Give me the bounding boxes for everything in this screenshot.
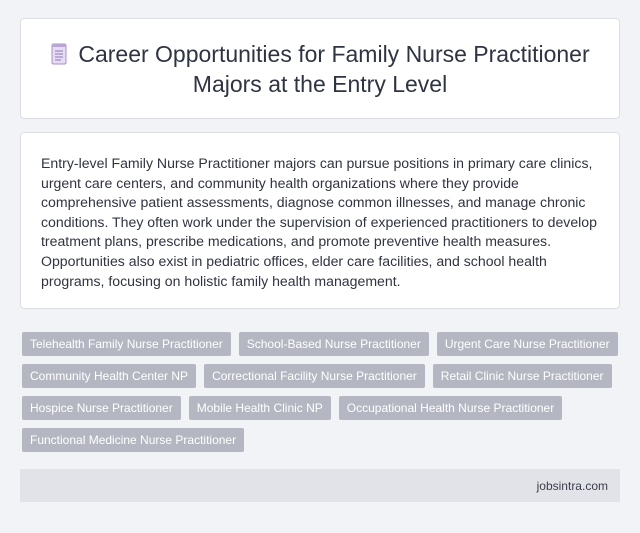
- tag[interactable]: Mobile Health Clinic NP: [189, 396, 331, 420]
- tag[interactable]: Retail Clinic Nurse Practitioner: [433, 364, 612, 388]
- page-title: [45, 39, 595, 99]
- source-label: jobsintra.com: [536, 478, 608, 493]
- tag[interactable]: Telehealth Family Nurse Practitioner: [22, 332, 231, 356]
- document-icon: [50, 43, 68, 65]
- page-title-text: Career Opportunities for Family Nurse Practitioner Majors at the Entry Level: [78, 40, 590, 97]
- tag[interactable]: School-Based Nurse Practitioner: [239, 332, 429, 356]
- description-text: Entry-level Family Nurse Practitioner majors can pursue positions in primary care clinics, urgent care centers, and community health organizations where they provide comprehensive patient assessments, diagnose common illnesses, and manage chronic conditions. They often work under the supervision of experienced practitioners to develop treatment plans, prescribe medications, and promote preventive health measures. Opportunities also exist in pediatric offices, elder care facilities, and school health programs, focusing on holistic family health management.: [41, 155, 597, 289]
- tag[interactable]: Hospice Nurse Practitioner: [22, 396, 181, 420]
- title-card: [20, 18, 620, 119]
- tag-list: [20, 332, 620, 452]
- tag[interactable]: Correctional Facility Nurse Practitioner: [204, 364, 425, 388]
- tag[interactable]: Community Health Center NP: [22, 364, 196, 388]
- tag[interactable]: Occupational Health Nurse Practitioner: [339, 396, 562, 420]
- description-card: [20, 132, 620, 309]
- tag[interactable]: Urgent Care Nurse Practitioner: [437, 332, 618, 356]
- footer-bar: [20, 469, 620, 502]
- tag[interactable]: Functional Medicine Nurse Practitioner: [22, 428, 244, 452]
